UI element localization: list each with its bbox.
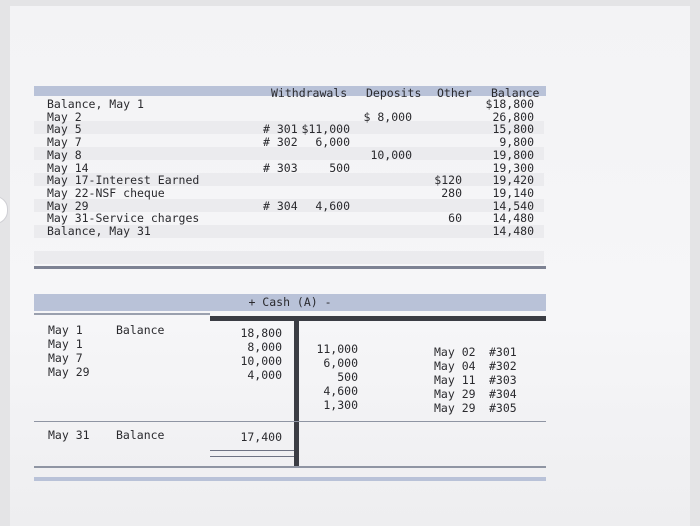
row-label: Balance, May 31 — [47, 224, 151, 238]
row-other: 280 — [441, 185, 462, 200]
row-label: May 5 — [47, 122, 82, 137]
debit-balance-label: Balance — [116, 323, 165, 337]
row-cheque: # 303 — [263, 160, 298, 175]
ending-underline-1 — [210, 450, 294, 451]
header-other: Other — [437, 86, 472, 100]
credit-ref-date: May 02 — [434, 345, 476, 359]
ending-date: May 31 — [48, 428, 90, 442]
debit-date: May 29 — [48, 365, 90, 379]
row-label: May 2 — [47, 109, 82, 124]
row-label: May 17-Interest Earned — [47, 173, 200, 188]
header-deposits: Deposits — [366, 86, 422, 100]
credit-ref-cheque: #301 — [489, 345, 517, 359]
credit-ref-date: May 11 — [434, 373, 476, 387]
row-deposit: 10,000 — [370, 147, 412, 162]
row-balance: 9,800 — [499, 135, 534, 150]
header-withdrawals: Withdrawals — [271, 86, 348, 100]
row-other: $120 — [434, 173, 462, 188]
credit-amount: 11,000 — [316, 342, 358, 356]
ending-underline-2 — [210, 456, 294, 457]
ending-label: Balance — [116, 428, 165, 442]
row-label: May 31-Service charges — [47, 211, 200, 226]
row-withdrawal: $11,000 — [301, 122, 350, 137]
t-account-title: + Cash (A) - — [248, 295, 332, 309]
t-account-top-bar — [210, 316, 546, 321]
t-account-left-rule — [34, 313, 210, 315]
debit-date: May 7 — [48, 351, 83, 365]
debit-dates — [48, 323, 90, 379]
row-withdrawal: 500 — [329, 160, 350, 175]
credit-amount: 6,000 — [323, 356, 358, 370]
t-account-bottom-rule — [34, 466, 546, 468]
row-label: Balance, May 1 — [47, 97, 144, 111]
row-balance: 14,540 — [492, 198, 534, 213]
row-label: May 8 — [47, 147, 82, 162]
credit-ref-date: May 04 — [434, 359, 476, 373]
row-label: May 7 — [47, 135, 82, 150]
credit-ref-cheque: #304 — [489, 387, 517, 401]
row-balance: 19,800 — [492, 147, 534, 162]
credit-ref-dates — [434, 345, 476, 415]
row-balance: 14,480 — [492, 211, 534, 226]
row-label: May 29 — [47, 198, 89, 213]
credit-ref-cheques — [489, 345, 517, 415]
credit-amount: 500 — [337, 370, 358, 384]
t-account-footer-band — [34, 477, 546, 481]
debit-amount: 10,000 — [240, 354, 282, 368]
row-balance: 15,800 — [492, 122, 534, 137]
row-withdrawal: 4,600 — [315, 198, 350, 213]
credit-amount: 4,600 — [323, 384, 358, 398]
debit-amount: 18,800 — [240, 326, 282, 340]
row-label: May 14 — [47, 160, 89, 175]
credit-ref-cheque: #305 — [489, 401, 517, 415]
credit-ref-cheque: #302 — [489, 359, 517, 373]
table-bottom-rule — [34, 266, 546, 269]
credit-ref-date: May 29 — [434, 387, 476, 401]
row-withdrawal: 6,000 — [315, 135, 350, 150]
row-balance: 19,420 — [492, 173, 534, 188]
debit-amounts — [230, 326, 282, 382]
credit-amounts — [304, 342, 358, 412]
credit-ref-date: May 29 — [434, 401, 476, 415]
row-cheque: # 304 — [263, 198, 298, 213]
row-deposit: $ 8,000 — [363, 109, 412, 124]
header-balance: Balance — [491, 86, 540, 100]
row-other: 60 — [448, 211, 462, 226]
credit-ref-cheque: #303 — [489, 373, 517, 387]
t-account-vertical-bar — [294, 316, 299, 466]
row-cheque: # 301 — [263, 122, 298, 137]
row-label: May 22-NSF cheque — [47, 185, 165, 200]
page-edge-tab — [0, 196, 8, 224]
row-cheque: # 302 — [263, 135, 298, 150]
credit-amount: 1,300 — [323, 398, 358, 412]
row-balance: $18,800 — [485, 97, 534, 111]
row-balance: 26,800 — [492, 109, 534, 124]
row-balance: 19,300 — [492, 160, 534, 175]
debit-amount: 4,000 — [247, 368, 282, 382]
t-account-total-rule — [34, 421, 546, 422]
row-balance: 14,480 — [492, 224, 534, 238]
debit-date: May 1 — [48, 337, 83, 351]
row-balance: 19,140 — [492, 185, 534, 200]
ending-amount: 17,400 — [240, 430, 282, 444]
debit-amount: 8,000 — [247, 340, 282, 354]
debit-date: May 1 — [48, 323, 83, 337]
